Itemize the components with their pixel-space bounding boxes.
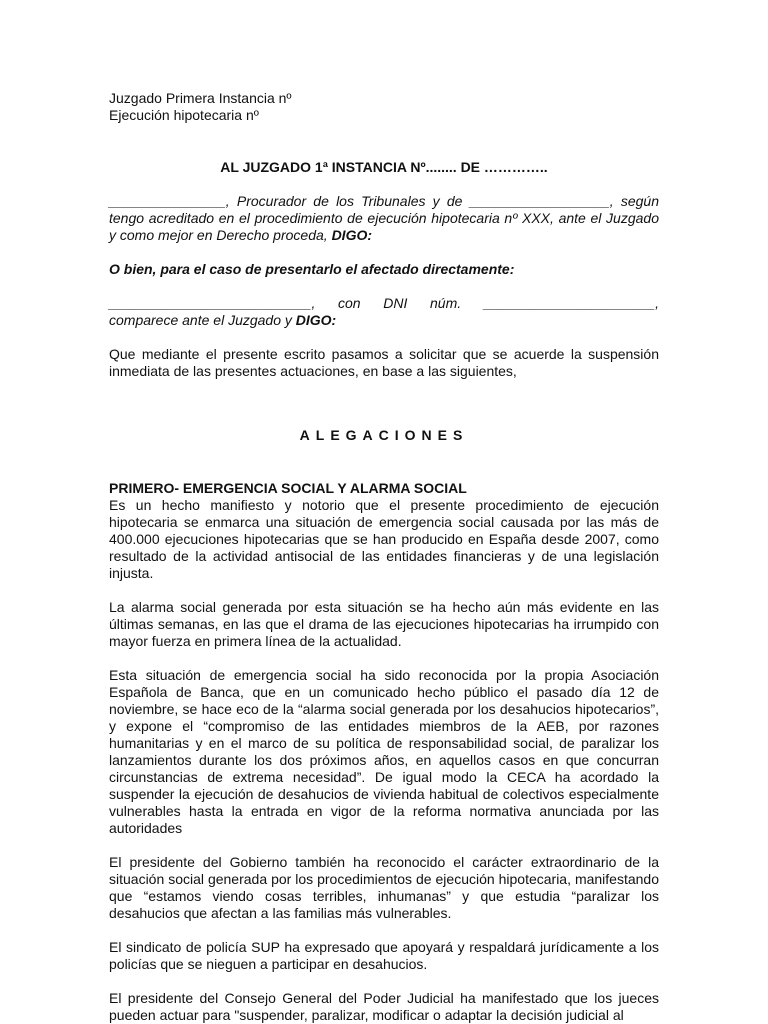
procurador-text-1: , Procurador de los Tribunales y de [225,193,470,209]
dni-number-blank: ______________________, [483,295,659,311]
direct-filing-row [109,295,659,312]
request-paragraph: Que mediante el presente escrito pasamos a solicitar que se acuerde la suspensión inmediata de las presentes actuaciones, en base a las siguientes, [109,346,659,379]
body-paragraph: El presidente del Gobierno también ha reconocido el carácter extraordinario de la situación social generada por los procedimientos de ejecución hipotecaria, manifestando que “estamos viendo cosas terribles, inhumanas” y que estudia “paralizar los desahucios que afectan a las familias más vulnerables. [109,854,659,921]
alegaciones-title: ALEGACIONES [299,427,469,443]
body-paragraph: El presidente del Consejo General del Poder Judicial ha manifestado que los jueces pueden actuar para "suspender, paralizar, modificar o adaptar la decisión judicial al [109,990,659,1023]
execution-reference: Ejecución hipotecaria nº [109,107,259,123]
digo-label: DIGO: [331,227,373,243]
comparece-text: comparece ante el Juzgado y [109,312,296,328]
comparece-line [109,312,659,329]
document-page [109,90,659,1024]
body-paragraph: Esta situación de emergencia social ha sido reconocida por la propia Asociación Española de Banca, que en un comunicado hecho público el pasado día 12 de noviembre, se hace eco de la “alarma social generada por los desahucios hipotecarios”, y expone el “compromiso de las entidades miembros de la AEB, por razones humanitarias y en el marco de su política de responsabilidad social, de paralizar los lanzamientos durante los dos próximos años, en aquellos casos en que concurran circunstancias de extrema necesidad”. De igual modo la CECA ha acordado la suspender la ejecución de desahucios de vivienda habitual de colectivos especialmente vulnerables hasta la entrada en vigor de la reforma normativa anunciada por las autoridades [109,667,659,836]
case-header [109,90,659,124]
client-name-blank: __________________ [469,193,610,209]
alternative-heading: O bien, para el caso de presentarlo el afectado directamente: [109,261,515,277]
digo-label-direct: DIGO: [295,312,337,328]
procurador-name-blank: _______________ [109,193,226,209]
body-paragraph: El sindicato de policía SUP ha expresado que apoyará y respaldará jurídicamente a los policías que se nieguen a participar en desahucios. [109,939,659,972]
affected-name-blank: __________________________, [109,295,316,311]
con-word: con [338,295,361,311]
direct-filing-paragraph [109,295,659,329]
procurador-text-2: , según tengo acreditado en el procedimiento de ejecución hipotecaria nº XXX, ante el Juzgado y como mejor en Derecho proceda, [109,193,659,243]
dni-word: DNI [383,295,408,311]
body-paragraph: La alarma social generada por esta situación se ha hecho aún más evidente en las últimas semanas, en las que el drama de las ejecuciones hipotecarias ha irrumpido con mayor fuerza en primera línea de la actualidad. [109,599,659,649]
body-paragraph: Es un hecho manifiesto y notorio que el presente procedimiento de ejecución hipotecaria se enmarca una situación de emergencia social causada por las más de 400.000 ejecuciones hipotecarias que se han producido en España desde 2007, como resultado de la actividad antisocial de las entidades financieras y de una legislación injusta. [109,497,659,581]
court-title: AL JUZGADO 1ª INSTANCIA Nº........ DE ………….. [220,159,548,175]
primero-heading: PRIMERO- EMERGENCIA SOCIAL Y ALARMA SOCIAL [109,480,467,496]
court-reference: Juzgado Primera Instancia nº [109,90,292,106]
procurador-paragraph [109,193,659,244]
num-word: núm. [430,295,462,311]
